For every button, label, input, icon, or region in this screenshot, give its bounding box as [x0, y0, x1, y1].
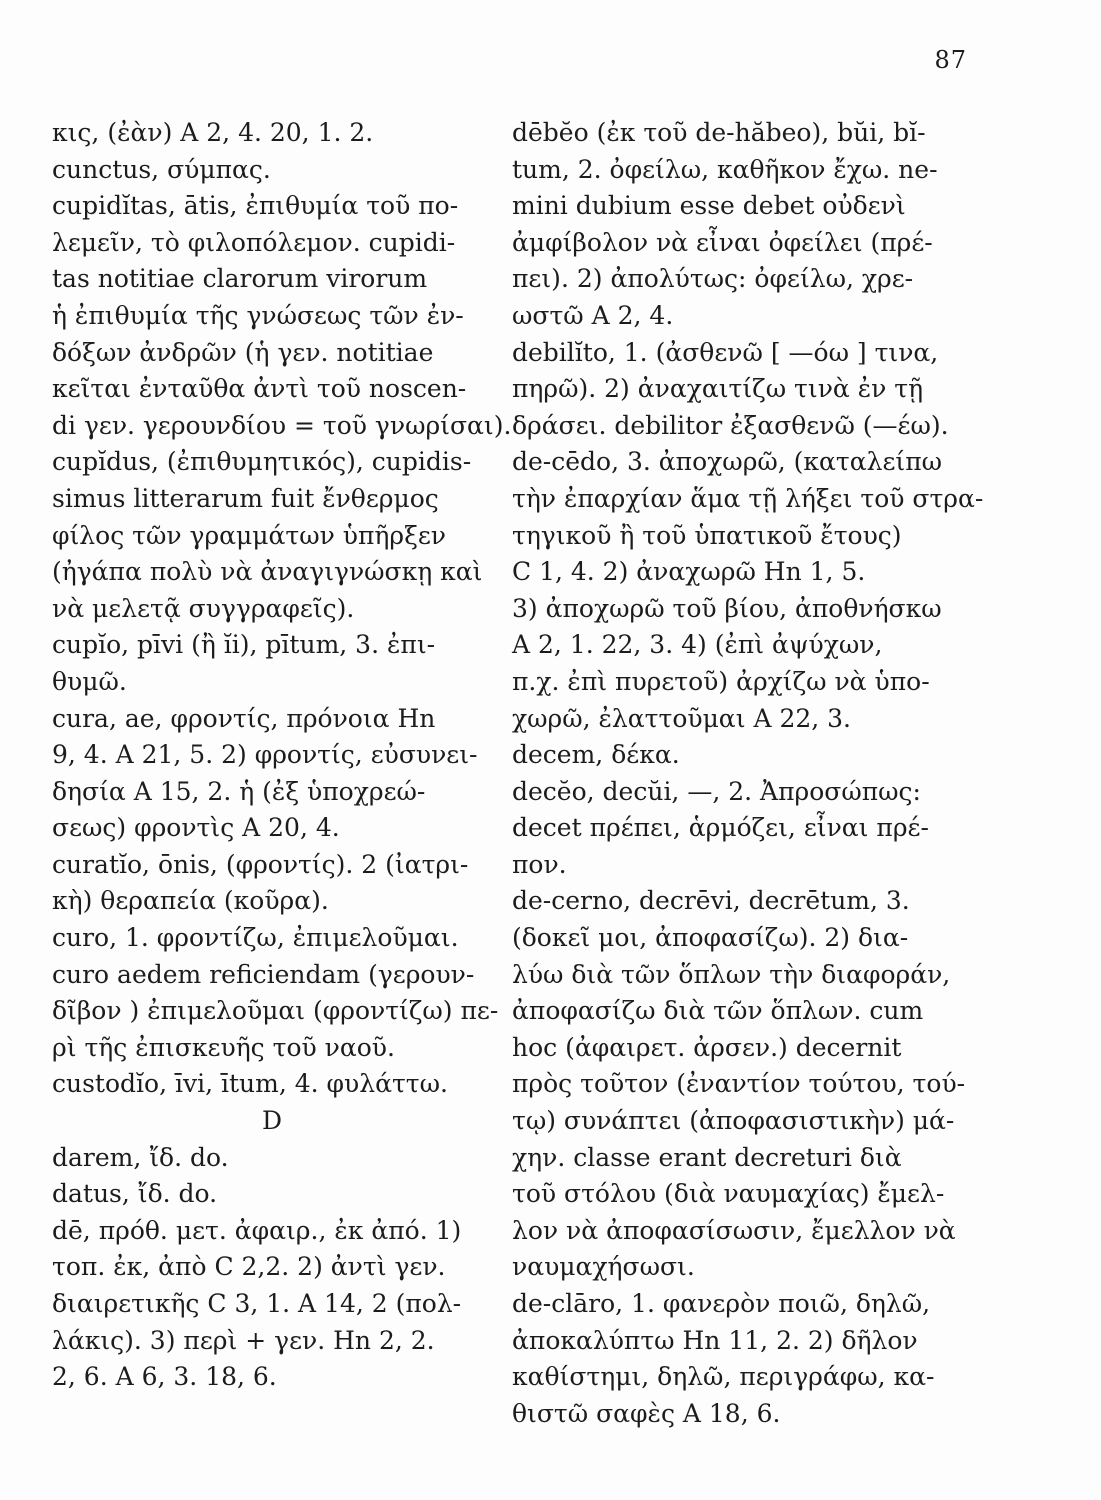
entry-line: de-cerno, decrēvi, decrētum, 3. [512, 886, 910, 916]
entry-line: δράσει. debilitor ἐξασθενῶ (—έω). [512, 410, 949, 440]
entry-line: curo aedem reficiendam (γερουν- [52, 959, 475, 989]
entry-line: ναυμαχήσωσι. [512, 1252, 695, 1282]
entry-line: πον. [512, 849, 567, 879]
entry-line: κὴ) θεραπεία (κοῦρα). [52, 886, 329, 916]
entry-line: διαιρετικῆς C 3, 1. A 14, 2 (πολ- [52, 1289, 462, 1318]
entry-line: (δοκεῖ μοι, ἀποφασίζω). 2) δια- [512, 923, 909, 953]
entry-line: cupidĭtas, ātis, ἐπιθυμία τοῦ πο- [52, 191, 459, 221]
entry-line: λύω διὰ τῶν ὅπλων τὴν διαφοράν, [512, 959, 951, 989]
entry-line: δόξων ἀνδρῶν (ἡ γεν. notitiae [52, 337, 434, 367]
entry-line: ωστῶ A 2, 4. [512, 300, 674, 330]
entry-line: 3) ἀποχωρῶ τοῦ βίου, ἀποθνήσκω [512, 593, 942, 623]
entry-line: π.χ. ἐπὶ πυρετοῦ) ἀρχίζω νὰ ὑπο- [512, 666, 930, 696]
entry-line: (ἠγάπα πολὺ νὰ ἀναγιγνώσκῃ καὶ [52, 557, 483, 587]
entry-line: mini dubium esse debet οὐδενὶ [512, 191, 906, 221]
entry-line: de-clāro, 1. φανερὸν ποιῶ, δηλῶ, [512, 1289, 931, 1318]
page-number: 87 [934, 46, 967, 74]
entry-line: cura, ae, φροντίς, πρόνοια Hn [52, 703, 436, 733]
entry-line: λάκις). 3) περὶ + γεν. Hn 2, 2. [52, 1325, 435, 1355]
entry-line: A 2, 1. 22, 3. 4) (ἐπὶ ἀψύχων, [512, 630, 883, 660]
entry-line: dēbĕo (ἐκ τοῦ de-hăbeo), bŭi, bĭ- [512, 118, 926, 147]
entry-line: κεῖται ἐνταῦθα ἀντὶ τοῦ noscen- [52, 374, 467, 404]
entry-line: cupĭo, pīvi (ἢ ĭi), pītum, 3. ἐπι- [52, 630, 436, 660]
entry-line: θυμῶ. [52, 666, 127, 696]
entry-line: ἀποκαλύπτω Hn 11, 2. 2) δῆλον [512, 1325, 918, 1355]
entry-line: curatĭo, ōnis, (φροντίς). 2 (ἰατρι- [52, 849, 469, 879]
entry-line: de-cēdo, 3. ἀποχωρῶ, (καταλείπω [512, 447, 943, 477]
entry-line: τηγικοῦ ἢ τοῦ ὑπατικοῦ ἔτους) [512, 520, 902, 550]
entry-line: cupĭdus, (ἐπιθυμητικός), cupidis- [52, 447, 472, 477]
entry-line: ἡ ἐπιθυμία τῆς γνώσεως τῶν ἐν- [52, 300, 464, 330]
entry-line: ἀποφασίζω διὰ τῶν ὅπλων. cum [512, 996, 924, 1026]
entry-line: curo, 1. φροντίζω, ἐπιμελοῦμαι. [52, 923, 459, 953]
entry-line: τοπ. ἐκ, ἀπὸ C 2,2. 2) ἀντὶ γεν. [52, 1252, 446, 1282]
entry-line: λον νὰ ἀποφασίσωσιν, ἔμελλον νὰ [512, 1215, 956, 1245]
entry-line: tum, 2. ὀφείλω, καθῆκον ἔχω. ne- [512, 154, 938, 184]
entry-line: ρὶ τῆς ἐπισκευῆς τοῦ ναοῦ. [52, 1032, 395, 1062]
entry-line: custodĭo, īvi, ītum, 4. φυλάττω. [52, 1069, 448, 1099]
entry-line: debilĭto, 1. (ἀσθενῶ [ —όω ] τινα, [512, 337, 939, 367]
entry-line: δησία A 15, 2. ἡ (ἐξ ὑποχρεώ- [52, 776, 426, 806]
entry-line: καθίστημι, δηλῶ, περιγράφω, κα- [512, 1362, 935, 1392]
entry-line: τοῦ στόλου (διὰ ναυμαχίας) ἔμελ- [512, 1179, 945, 1209]
entry-line: C 1, 4. 2) ἀναχωρῶ Hn 1, 5. [512, 557, 866, 587]
entry-line: decem, δέκα. [512, 740, 680, 770]
entry-line: ἀμφίβολον νὰ εἶναι ὀφείλει (πρέ- [512, 227, 933, 257]
entry-line: cunctus, σύμπας. [52, 154, 271, 184]
entry-line: hoc (ἀφαιρετ. ἀρσεν.) decernit [512, 1032, 902, 1062]
entry-line: 9, 4. A 21, 5. 2) φροντίς, εὐσυνει- [52, 740, 478, 770]
left-column [52, 115, 512, 1396]
entry-line: di γεν. γερουνδίου = τοῦ γνωρίσαι). [52, 410, 512, 440]
entry-line: tas notitiae clarorum virorum [52, 264, 428, 294]
entry-line: σεως) φροντὶς A 20, 4. [52, 813, 340, 843]
entry-line: δῖβον ) ἐπιμελοῦμαι (φροντίζω) πε- [52, 996, 499, 1026]
entry-line: τὴν ἐπαρχίαν ἅμα τῇ λήξει τοῦ στρα- [512, 483, 984, 513]
section-letter: D [262, 1106, 283, 1136]
entry-line: νὰ μελετᾷ συγγραφεῖς). [52, 593, 355, 623]
right-column [512, 115, 982, 1432]
entry-line: 2, 6. A 6, 3. 18, 6. [52, 1362, 277, 1392]
entry-line: χην. classe erant decreturi διὰ [512, 1142, 902, 1172]
entry-line: dē, πρόθ. μετ. ἀφαιρ., ἐκ ἀπό. 1) [52, 1215, 462, 1245]
entry-line: datus, ἴδ. do. [52, 1179, 218, 1209]
entry-line: πει). 2) ἀπολύτως: ὀφείλω, χρε- [512, 264, 914, 294]
entry-line: λεμεῖν, τὸ φιλοπόλεμον. cupidi- [52, 227, 456, 257]
entry-line: simus litterarum fuit ἔνθερμος [52, 483, 439, 513]
entry-line: τῳ) συνάπτει (ἀποφασιστικὴν) μά- [512, 1106, 955, 1136]
entry-line: darem, ἴδ. do. [52, 1142, 229, 1172]
entry-line: decet πρέπει, ἁρμόζει, εἶναι πρέ- [512, 813, 929, 843]
entry-line: κις, (ἐὰν) Α 2, 4. 20, 1. 2. [52, 118, 374, 147]
entry-line: πηρῶ). 2) ἀναχαιτίζω τινὰ ἐν τῇ [512, 374, 924, 404]
entry-line: φίλος τῶν γραμμάτων ὑπῆρξεν [52, 520, 446, 550]
entry-line: θιστῶ σαφὲς A 18, 6. [512, 1398, 781, 1428]
entry-line: χωρῶ, ἐλαττοῦμαι A 22, 3. [512, 703, 852, 733]
entry-line: πρὸς τοῦτον (ἐναντίον τούτου, τού- [512, 1069, 966, 1099]
entry-line: decĕo, decŭi, —, 2. Ἀπροσώπως: [512, 776, 921, 806]
